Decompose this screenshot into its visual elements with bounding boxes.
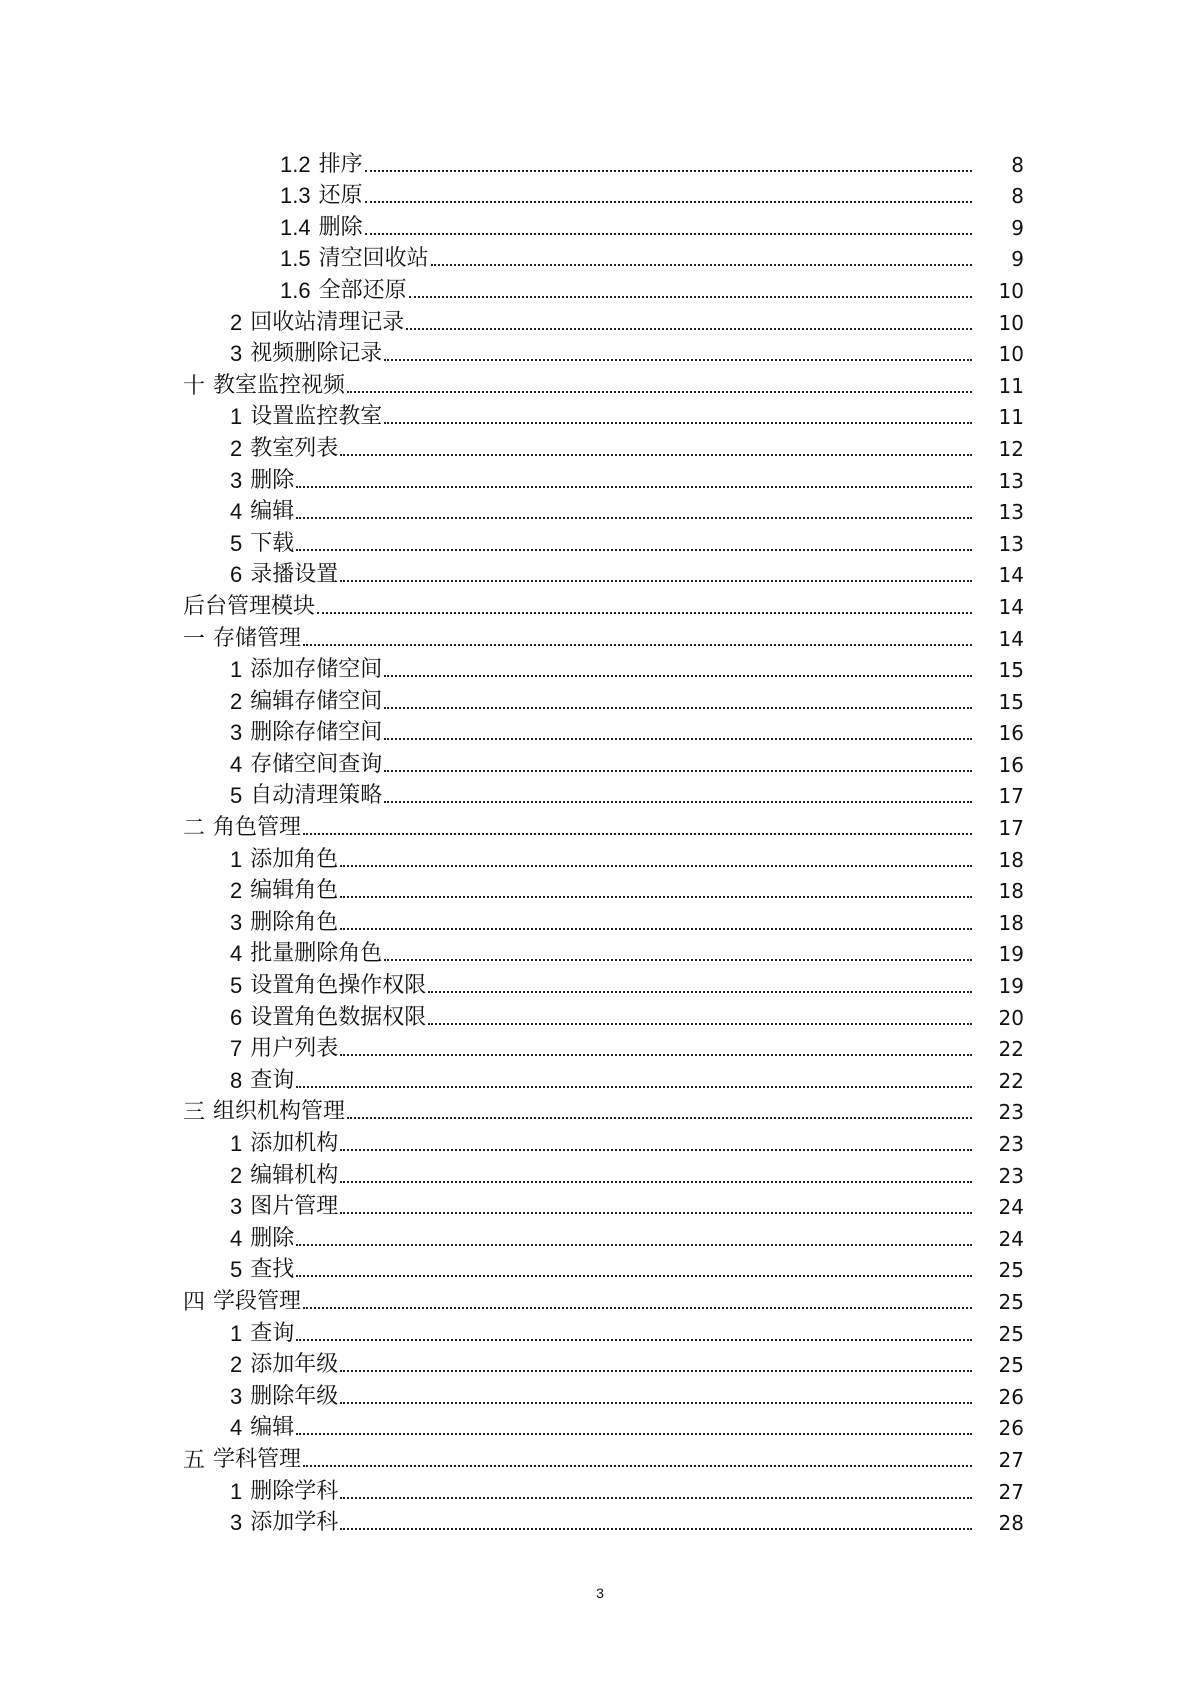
dot-leader bbox=[340, 1497, 972, 1499]
dot-leader bbox=[365, 201, 972, 203]
toc-entry[interactable] bbox=[0, 1032, 1200, 1064]
toc-entry[interactable] bbox=[0, 716, 1200, 748]
toc-entry-text: 存储空间查询 bbox=[250, 751, 383, 777]
toc-entry[interactable] bbox=[0, 810, 1200, 842]
toc-entry-number: 1.6 bbox=[280, 277, 311, 303]
toc-entry-number: 四 bbox=[183, 1288, 206, 1314]
toc-entry-text: 排序 bbox=[318, 151, 363, 177]
toc-entry-page: 14 bbox=[998, 626, 1024, 651]
toc-entry-title bbox=[230, 530, 294, 558]
toc-entry[interactable] bbox=[0, 1126, 1200, 1158]
dot-leader bbox=[317, 612, 972, 614]
toc-entry-text: 用户列表 bbox=[250, 1036, 339, 1062]
toc-entry[interactable] bbox=[0, 526, 1200, 558]
toc-entry-number: 5 bbox=[230, 783, 243, 809]
toc-entry-page: 10 bbox=[998, 278, 1024, 303]
toc-entry-title bbox=[280, 151, 363, 179]
toc-entry[interactable] bbox=[0, 842, 1200, 874]
dot-leader bbox=[384, 959, 972, 961]
toc-entry-text: 组织机构管理 bbox=[213, 1099, 346, 1125]
toc-entry-number: 4 bbox=[230, 751, 243, 777]
toc-entry-number: 1.5 bbox=[280, 246, 311, 272]
toc-entry-text: 角色管理 bbox=[213, 815, 302, 841]
toc-entry-number: 1 bbox=[230, 1320, 243, 1346]
toc-entry-title bbox=[230, 403, 382, 431]
toc-entry-page: 13 bbox=[998, 531, 1024, 556]
toc-entry-title bbox=[230, 751, 382, 779]
toc-entry[interactable] bbox=[0, 621, 1200, 653]
toc-entry[interactable] bbox=[0, 147, 1200, 179]
toc-entry-title bbox=[230, 1067, 294, 1095]
toc-entry-page: 26 bbox=[998, 1384, 1024, 1409]
toc-entry-title bbox=[230, 1035, 338, 1063]
toc-entry-title bbox=[230, 309, 404, 337]
toc-entry-page: 11 bbox=[998, 405, 1024, 430]
dot-leader bbox=[296, 517, 972, 519]
table-of-contents bbox=[0, 147, 1200, 1537]
toc-entry-page: 15 bbox=[998, 658, 1024, 683]
toc-entry-number: 1.2 bbox=[280, 151, 311, 177]
dot-leader bbox=[428, 991, 972, 993]
toc-entry[interactable] bbox=[0, 1221, 1200, 1253]
toc-entry-number: 5 bbox=[230, 973, 243, 999]
toc-entry-text: 编辑 bbox=[250, 1415, 295, 1441]
toc-entry-title bbox=[230, 846, 338, 874]
toc-entry-text: 添加机构 bbox=[250, 1131, 339, 1156]
dot-leader bbox=[340, 1402, 972, 1404]
toc-entry[interactable] bbox=[0, 210, 1200, 242]
toc-entry-number: 1.4 bbox=[280, 214, 311, 240]
toc-entry-page: 9 bbox=[1011, 215, 1024, 240]
toc-entry[interactable] bbox=[0, 337, 1200, 369]
toc-entry-number: 4 bbox=[230, 499, 243, 525]
toc-entry-number: 1 bbox=[230, 1131, 243, 1156]
toc-entry[interactable] bbox=[0, 463, 1200, 495]
toc-entry-page: 25 bbox=[998, 1353, 1024, 1378]
toc-entry-text: 教室监控视频 bbox=[213, 372, 346, 398]
toc-entry-number: 6 bbox=[230, 1004, 243, 1030]
toc-entry-number: 1 bbox=[230, 1478, 243, 1504]
toc-entry-title bbox=[230, 1383, 338, 1411]
dot-leader bbox=[340, 1370, 972, 1372]
toc-entry[interactable] bbox=[0, 1284, 1200, 1316]
toc-entry-title bbox=[183, 625, 301, 653]
dot-leader bbox=[296, 549, 972, 551]
toc-entry-page: 9 bbox=[1011, 247, 1024, 272]
toc-entry-number: 8 bbox=[230, 1067, 243, 1093]
toc-entry-title bbox=[230, 340, 382, 368]
toc-entry-page: 22 bbox=[998, 1068, 1024, 1093]
toc-entry-text: 删除学科 bbox=[250, 1478, 339, 1504]
toc-entry-page: 26 bbox=[998, 1416, 1024, 1441]
toc-entry-text: 添加存储空间 bbox=[250, 657, 383, 683]
toc-entry[interactable] bbox=[0, 905, 1200, 937]
toc-entry[interactable] bbox=[0, 1348, 1200, 1380]
dot-leader bbox=[340, 454, 972, 456]
toc-entry-page: 17 bbox=[998, 816, 1024, 841]
toc-entry-text: 下载 bbox=[250, 530, 295, 556]
toc-entry-text: 删除存储空间 bbox=[250, 720, 383, 746]
dot-leader bbox=[296, 1244, 972, 1246]
toc-entry-text: 添加学科 bbox=[250, 1510, 339, 1536]
toc-entry-page: 20 bbox=[998, 1005, 1024, 1030]
toc-entry-title bbox=[183, 1098, 345, 1126]
toc-entry-page: 17 bbox=[998, 784, 1024, 809]
dot-leader bbox=[384, 801, 972, 803]
toc-entry-title bbox=[230, 435, 338, 463]
toc-entry[interactable] bbox=[0, 1506, 1200, 1538]
toc-entry-number: 6 bbox=[230, 562, 243, 588]
toc-entry-text: 清空回收站 bbox=[318, 246, 429, 272]
dot-leader bbox=[340, 928, 972, 930]
toc-entry-title bbox=[183, 1446, 301, 1474]
toc-entry-number: 3 bbox=[230, 720, 243, 746]
dot-leader bbox=[428, 1023, 972, 1025]
toc-entry-text: 编辑机构 bbox=[250, 1162, 339, 1188]
toc-entry[interactable] bbox=[0, 874, 1200, 906]
toc-entry-text: 设置角色操作权限 bbox=[250, 973, 427, 999]
toc-entry-page: 18 bbox=[998, 910, 1024, 935]
dot-leader bbox=[303, 1307, 972, 1309]
toc-entry[interactable] bbox=[0, 1253, 1200, 1285]
toc-entry-number: 1 bbox=[230, 404, 243, 430]
dot-leader bbox=[340, 1054, 972, 1056]
toc-entry[interactable] bbox=[0, 1442, 1200, 1474]
dot-leader bbox=[296, 1433, 972, 1435]
toc-entry-text: 全部还原 bbox=[318, 277, 407, 303]
dot-leader bbox=[384, 675, 972, 677]
toc-entry[interactable] bbox=[0, 558, 1200, 590]
toc-entry-page: 24 bbox=[998, 1195, 1024, 1220]
toc-entry-text: 批量删除角色 bbox=[250, 941, 383, 967]
toc-entry-page: 19 bbox=[998, 974, 1024, 999]
dot-leader bbox=[303, 644, 972, 646]
toc-entry-text: 查询 bbox=[250, 1067, 295, 1093]
toc-entry-page: 14 bbox=[998, 563, 1024, 588]
toc-entry-text: 添加角色 bbox=[250, 846, 339, 872]
toc-entry-number: 1.3 bbox=[280, 183, 311, 209]
toc-entry[interactable] bbox=[0, 242, 1200, 274]
toc-entry-text: 查询 bbox=[250, 1320, 295, 1346]
toc-entry-number: 4 bbox=[230, 1415, 243, 1441]
toc-entry-title bbox=[230, 561, 338, 589]
toc-entry-number: 五 bbox=[183, 1446, 206, 1472]
toc-entry[interactable] bbox=[0, 968, 1200, 1000]
toc-entry[interactable] bbox=[0, 431, 1200, 463]
toc-entry[interactable] bbox=[0, 1379, 1200, 1411]
toc-entry-page: 16 bbox=[998, 752, 1024, 777]
toc-entry-text: 回收站清理记录 bbox=[250, 309, 405, 335]
toc-entry-title bbox=[230, 656, 382, 684]
toc-entry-text: 自动清理策略 bbox=[250, 783, 383, 809]
toc-entry-number: 3 bbox=[230, 1383, 243, 1409]
toc-entry[interactable] bbox=[0, 1095, 1200, 1127]
toc-entry-title bbox=[230, 1130, 338, 1158]
toc-entry-text: 删除 bbox=[318, 214, 363, 240]
dot-leader bbox=[303, 1465, 972, 1467]
toc-entry-number: 3 bbox=[230, 341, 243, 367]
toc-entry-number: 3 bbox=[230, 909, 243, 935]
toc-entry-page: 27 bbox=[998, 1479, 1024, 1504]
toc-entry-number: 三 bbox=[183, 1099, 206, 1125]
toc-entry-number: 2 bbox=[230, 878, 243, 904]
toc-entry-text: 后台管理模块 bbox=[183, 593, 316, 619]
toc-entry-page: 10 bbox=[998, 342, 1024, 367]
toc-entry-page: 24 bbox=[998, 1226, 1024, 1251]
toc-entry-title bbox=[230, 498, 294, 526]
toc-entry[interactable] bbox=[0, 1000, 1200, 1032]
toc-entry-number: 4 bbox=[230, 1225, 243, 1251]
toc-entry[interactable] bbox=[0, 273, 1200, 305]
toc-entry-text: 删除 bbox=[250, 1225, 295, 1251]
toc-entry-page: 10 bbox=[998, 310, 1024, 335]
toc-entry-title bbox=[280, 277, 407, 305]
dot-leader bbox=[347, 1117, 972, 1119]
dot-leader bbox=[340, 1181, 972, 1183]
toc-entry-title bbox=[230, 688, 382, 716]
toc-entry-title bbox=[230, 909, 338, 937]
toc-entry-page: 16 bbox=[998, 721, 1024, 746]
toc-entry[interactable] bbox=[0, 937, 1200, 969]
toc-entry[interactable] bbox=[0, 1411, 1200, 1443]
dot-leader bbox=[296, 1339, 972, 1341]
toc-entry-page: 18 bbox=[998, 847, 1024, 872]
toc-entry-title bbox=[230, 877, 338, 905]
toc-entry[interactable] bbox=[0, 779, 1200, 811]
toc-entry-title bbox=[230, 1193, 338, 1221]
dot-leader bbox=[340, 1212, 972, 1214]
toc-entry-page: 22 bbox=[998, 1037, 1024, 1062]
toc-entry-page: 11 bbox=[998, 373, 1024, 398]
toc-entry-text: 删除年级 bbox=[250, 1383, 339, 1409]
toc-entry-number: 二 bbox=[183, 815, 206, 841]
toc-entry[interactable] bbox=[0, 368, 1200, 400]
toc-entry-title bbox=[230, 972, 426, 1000]
toc-entry-text: 录播设置 bbox=[250, 562, 339, 588]
toc-entry-text: 删除角色 bbox=[250, 909, 339, 935]
toc-entry-title bbox=[183, 372, 345, 400]
toc-entry-title bbox=[230, 467, 294, 495]
toc-entry-page: 23 bbox=[998, 1100, 1024, 1125]
toc-entry-page: 25 bbox=[998, 1258, 1024, 1283]
toc-entry-text: 学段管理 bbox=[213, 1288, 302, 1314]
toc-entry-number: 1 bbox=[230, 657, 243, 683]
toc-entry-page: 13 bbox=[998, 468, 1024, 493]
toc-entry-page: 18 bbox=[998, 879, 1024, 904]
toc-entry[interactable] bbox=[0, 589, 1200, 621]
toc-entry-text: 视频删除记录 bbox=[250, 341, 383, 367]
toc-entry-number: 5 bbox=[230, 1257, 243, 1283]
toc-entry[interactable] bbox=[0, 1158, 1200, 1190]
toc-entry-number: 十 bbox=[183, 372, 206, 398]
toc-entry[interactable] bbox=[0, 747, 1200, 779]
toc-entry-text: 教室列表 bbox=[250, 435, 339, 461]
dot-leader bbox=[296, 1086, 972, 1088]
toc-entry-text: 设置角色数据权限 bbox=[250, 1004, 427, 1030]
toc-entry[interactable] bbox=[0, 305, 1200, 337]
dot-leader bbox=[365, 170, 972, 172]
toc-entry-number: 2 bbox=[230, 688, 243, 714]
toc-entry-title bbox=[280, 245, 429, 273]
dot-leader bbox=[340, 580, 972, 582]
toc-entry-title bbox=[230, 1509, 338, 1537]
toc-entry[interactable] bbox=[0, 1474, 1200, 1506]
toc-entry-page: 19 bbox=[998, 942, 1024, 967]
toc-entry-page: 8 bbox=[1011, 152, 1024, 177]
toc-entry-title bbox=[230, 1351, 338, 1379]
toc-entry-page: 25 bbox=[998, 1289, 1024, 1314]
toc-entry-title bbox=[230, 1225, 294, 1253]
toc-entry[interactable] bbox=[0, 179, 1200, 211]
toc-entry-text: 学科管理 bbox=[213, 1446, 302, 1472]
toc-entry-number: 3 bbox=[230, 1194, 243, 1220]
dot-leader bbox=[384, 422, 972, 424]
toc-entry[interactable] bbox=[0, 1190, 1200, 1222]
dot-leader bbox=[296, 1275, 972, 1277]
toc-entry-text: 存储管理 bbox=[213, 625, 302, 651]
toc-entry-number: 5 bbox=[230, 530, 243, 556]
toc-entry-number: 4 bbox=[230, 941, 243, 967]
toc-entry-page: 28 bbox=[998, 1511, 1024, 1536]
toc-entry-page: 27 bbox=[998, 1447, 1024, 1472]
toc-entry-title bbox=[230, 940, 382, 968]
dot-leader bbox=[431, 264, 972, 266]
toc-entry[interactable] bbox=[0, 400, 1200, 432]
page-number: 3 bbox=[596, 1585, 604, 1601]
dot-leader bbox=[347, 391, 972, 393]
toc-entry-page: 14 bbox=[998, 594, 1024, 619]
toc-entry[interactable] bbox=[0, 495, 1200, 527]
toc-entry-title bbox=[183, 814, 301, 842]
toc-entry-title bbox=[230, 1162, 338, 1190]
toc-entry-text: 编辑存储空间 bbox=[250, 688, 383, 714]
toc-entry-title bbox=[230, 1320, 294, 1348]
dot-leader bbox=[340, 865, 972, 867]
toc-entry-title bbox=[183, 593, 315, 621]
toc-entry-title bbox=[280, 182, 363, 210]
toc-entry-page: 25 bbox=[998, 1321, 1024, 1346]
dot-leader bbox=[384, 770, 972, 772]
toc-entry[interactable] bbox=[0, 1316, 1200, 1348]
toc-entry-title bbox=[230, 1256, 294, 1284]
toc-entry-page: 13 bbox=[998, 500, 1024, 525]
dot-leader bbox=[340, 896, 972, 898]
toc-entry-title bbox=[230, 782, 382, 810]
toc-entry-number: 3 bbox=[230, 467, 243, 493]
toc-entry-page: 12 bbox=[998, 436, 1024, 461]
toc-entry[interactable] bbox=[0, 684, 1200, 716]
toc-entry-page: 8 bbox=[1011, 184, 1024, 209]
dot-leader bbox=[406, 328, 972, 330]
dot-leader bbox=[384, 707, 972, 709]
toc-entry-number: 7 bbox=[230, 1036, 243, 1062]
dot-leader bbox=[340, 1528, 972, 1530]
toc-entry-number: 2 bbox=[230, 1162, 243, 1188]
toc-entry-number: 1 bbox=[230, 846, 243, 872]
toc-entry-text: 添加年级 bbox=[250, 1352, 339, 1378]
toc-entry-page: 23 bbox=[998, 1132, 1024, 1156]
dot-leader bbox=[340, 1149, 972, 1151]
dot-leader bbox=[384, 359, 972, 361]
dot-leader bbox=[409, 296, 972, 298]
dot-leader bbox=[303, 833, 972, 835]
toc-entry-text: 还原 bbox=[318, 183, 363, 209]
dot-leader bbox=[365, 233, 972, 235]
toc-entry-number: 3 bbox=[230, 1510, 243, 1536]
toc-entry-title bbox=[230, 719, 382, 747]
dot-leader bbox=[384, 738, 972, 740]
toc-entry[interactable] bbox=[0, 653, 1200, 685]
toc-entry-title bbox=[280, 214, 363, 242]
toc-entry-text: 编辑 bbox=[250, 499, 295, 525]
toc-entry-text: 删除 bbox=[250, 467, 295, 493]
toc-entry-text: 编辑角色 bbox=[250, 878, 339, 904]
toc-entry-text: 设置监控教室 bbox=[250, 404, 383, 430]
toc-entry[interactable] bbox=[0, 1063, 1200, 1095]
toc-entry-text: 查找 bbox=[250, 1257, 295, 1283]
toc-entry-page: 15 bbox=[998, 689, 1024, 714]
toc-entry-title bbox=[230, 1004, 426, 1032]
dot-leader bbox=[296, 486, 972, 488]
toc-entry-number: 2 bbox=[230, 309, 243, 335]
toc-entry-number: 2 bbox=[230, 435, 243, 461]
toc-entry-title bbox=[230, 1478, 338, 1506]
toc-entry-page: 23 bbox=[998, 1163, 1024, 1188]
toc-entry-title bbox=[183, 1288, 301, 1316]
toc-entry-number: 一 bbox=[183, 625, 206, 651]
toc-entry-text: 图片管理 bbox=[250, 1194, 339, 1220]
toc-entry-title bbox=[230, 1414, 294, 1442]
toc-entry-number: 2 bbox=[230, 1352, 243, 1378]
